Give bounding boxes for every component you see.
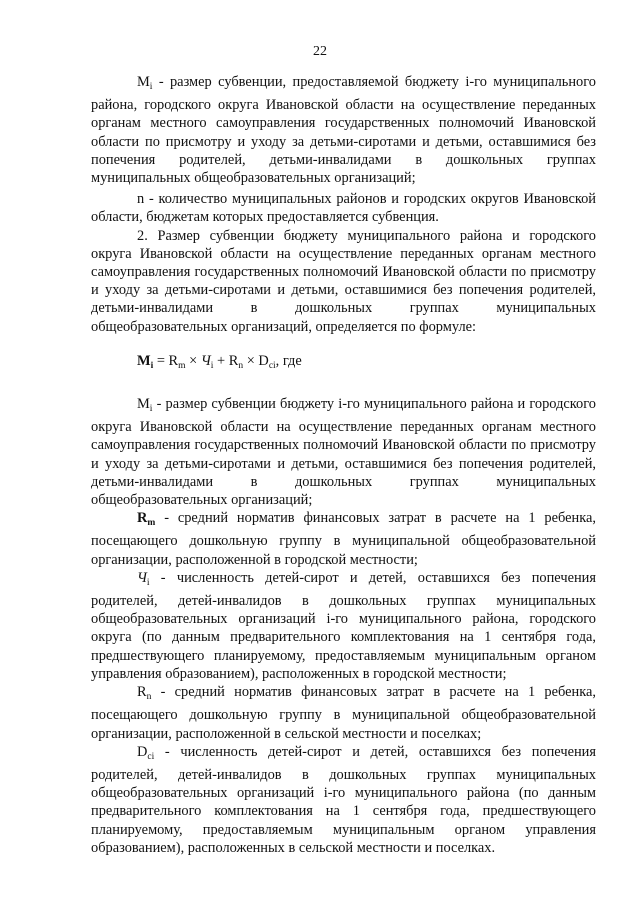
definition-text: - численность детей-сирот и детей, оставшихся без попечения родителей, детей-инвалидов в дошкольных группах муниципальных общеобразовательных организаций i-го муниципального района, городского округа (по данным предварительного комплектования на 1 сентября года, предшествующего планируемому, предоставляемым муниципальным органом управления образованием), расположенных в городской местности; xyxy=(91,569,596,682)
document-body xyxy=(91,73,596,857)
definition-mi xyxy=(91,73,596,187)
definition-rm xyxy=(91,509,596,569)
symbol: M xyxy=(137,396,150,413)
formula-term-dci-sub: ci xyxy=(268,360,276,371)
formula-plus: + xyxy=(213,352,229,369)
formula-times-1: × xyxy=(185,352,201,369)
definition-text: - размер субвенции, предоставляемой бюджету i-го муниципального района, городского округа Ивановской области на осуществление переданных органам местного самоуправления государственных полномочий Ивановской области по присмотру и уходу за детьми-сиротами и детьми, оставшимися без попечения родителей, детьми-инвалидами в дошкольных группах муниципальных общеобразовательных организаций; xyxy=(91,74,596,187)
formula-term-ch-sub: i xyxy=(210,360,214,371)
formula-term-dci: D xyxy=(258,352,269,369)
definition-text: - средний норматив финансовых затрат в расчете на 1 ребенка, посещающего дошкольную группу в муниципальной общеобразовательной организации, расположенной в городской местности; xyxy=(91,510,596,568)
definition-rn xyxy=(91,683,596,743)
formula-lhs-sub: i xyxy=(150,360,154,371)
symbol: M xyxy=(137,74,150,90)
symbol-subscript: i xyxy=(149,404,153,415)
symbol: Ч xyxy=(137,569,147,586)
symbol-subscript: i xyxy=(149,82,153,92)
clause-text: 2. Размер субвенции бюджету муниципального района и городского округа Ивановской области на осуществление переданных органам местного самоуправления государственных полномочий Ивановской области по присмотру и уходу за детьми-сиротами и детьми, оставшимися без попечения родителей, детьми-инвалидами в дошкольных группах муниципальных общеобразовательных организаций, определяется по формуле: xyxy=(91,227,596,335)
page-number: 22 xyxy=(313,44,327,59)
definition-text: - численность детей-сирот и детей, оставшихся без попечения родителей, детей-инвалидов в дошкольных группах муниципальных общеобразовательных организаций i-го муниципального района (по данным предварительного комплектования на 1 сентября года, предшествующего планируемому, предоставляемым муниципальным органом управления образованием), расположенных в сельской местности и поселках. xyxy=(91,743,596,856)
formula-term-rm: R xyxy=(168,352,179,369)
definition-text: - количество муниципальных районов и городских округов Ивановской области, бюджетам которых предоставляется субвенция. xyxy=(91,191,596,226)
symbol: D xyxy=(137,743,148,760)
formula-term-rn-sub: n xyxy=(238,360,244,371)
formula-equals: = xyxy=(153,352,169,369)
symbol-subscript: ci xyxy=(147,751,155,762)
clause-2 xyxy=(91,227,596,336)
definition-text: - средний норматив финансовых затрат в расчете на 1 ребенка, посещающего дошкольную группу в муниципальной общеобразовательной организации, расположенной в сельской местности и поселках; xyxy=(91,684,596,742)
formula-term-ch: Ч xyxy=(200,352,211,369)
symbol: n xyxy=(137,191,145,208)
definition-mi-2 xyxy=(91,395,596,509)
symbol: R xyxy=(137,684,147,701)
formula-lhs: M xyxy=(137,352,151,369)
formula-times-2: × xyxy=(243,352,259,369)
definition-dci xyxy=(91,743,596,857)
formula-tail: , где xyxy=(275,352,302,369)
definition-n xyxy=(91,190,596,226)
symbol-subscript: n xyxy=(146,692,152,703)
formula xyxy=(91,352,596,375)
formula-term-rn: R xyxy=(228,352,239,369)
definition-ch xyxy=(91,569,596,683)
symbol-subscript: m xyxy=(147,518,156,529)
definition-text: - размер субвенции бюджету i-го муниципального района и городского округа Ивановской области на осуществление переданных органам местного самоуправления государственных полномочий Ивановской области по присмотру и уходу за детьми-сиротами и детьми, оставшимися без попечения родителей, детьми-инвалидами в дошкольных группах муниципальных общеобразовательных организаций; xyxy=(91,396,596,509)
formula-term-rm-sub: m xyxy=(178,360,186,371)
symbol: R xyxy=(137,510,148,527)
symbol-subscript: i xyxy=(146,577,150,588)
